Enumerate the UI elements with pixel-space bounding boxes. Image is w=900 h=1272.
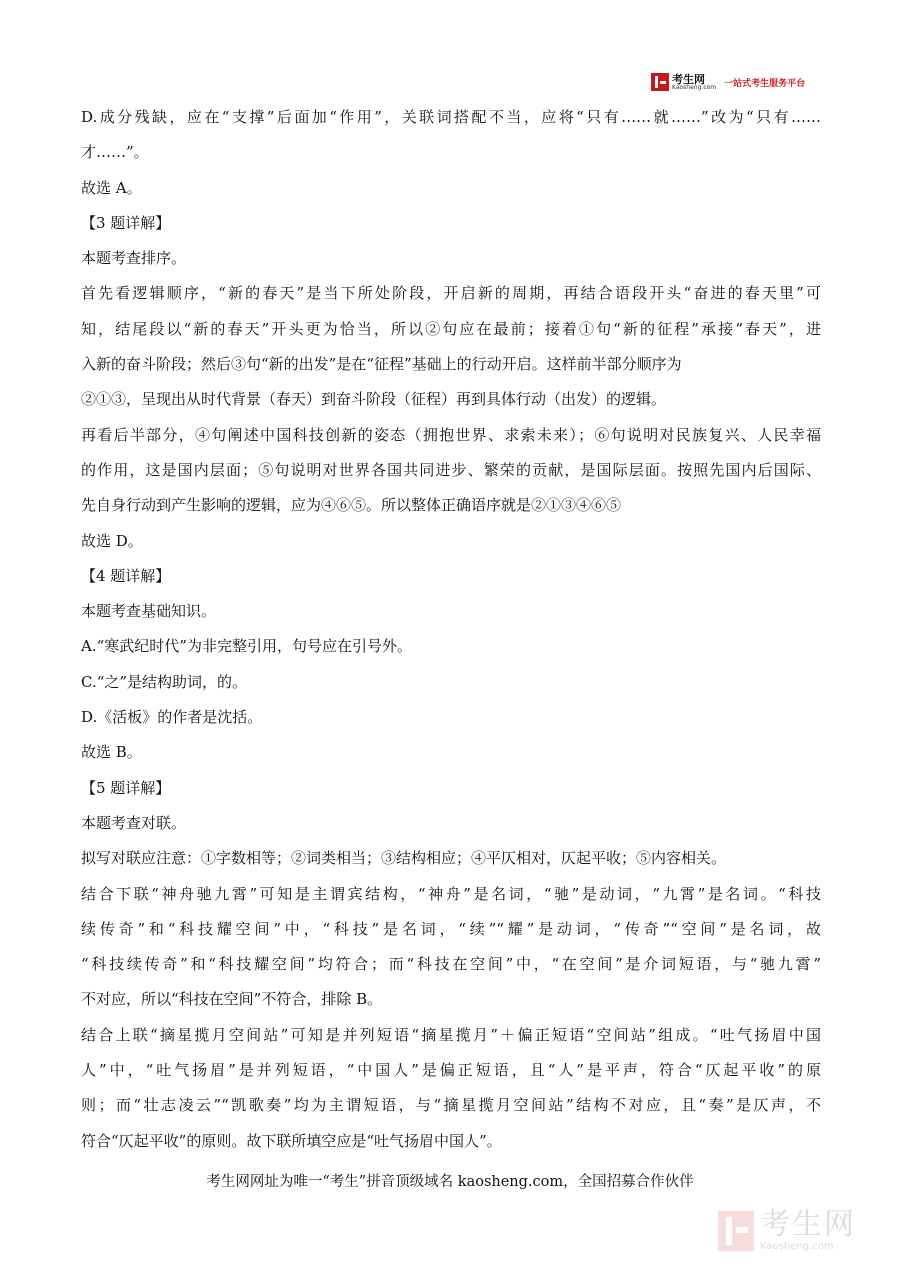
text-line: 先自身行动到产生影响的逻辑，应为④⑥⑤。所以整体正确语序就是②①③④⑥⑤ xyxy=(81,496,622,515)
text-line: 首先看逻辑顺序，“新的春天”是当下所处阶段，开启新的周期，再结合语段开头“奋进的春天里”可 xyxy=(81,284,821,303)
text-line: 不对应，所以“科技在空间”不符合，排除 B。 xyxy=(81,990,383,1009)
header-logo xyxy=(651,71,805,93)
text-line: D.《活板》的作者是沈括。 xyxy=(81,708,263,727)
text-line: 结合上联“摘星揽月空间站”可知是并列短语“摘星揽月”＋偏正短语“空间站”组成。“吐气扬眉中国 xyxy=(81,1025,821,1044)
kaosheng-logo-icon xyxy=(651,73,669,91)
watermark-domain: Kaosheng.com xyxy=(760,1241,834,1252)
watermark-text xyxy=(760,1207,856,1252)
text-line: 符合“仄起平收”的原则。故下联所填空应是“吐气扬眉中国人”。 xyxy=(81,1131,502,1150)
text-line: 的作用，这是国内层面；⑤句说明对世界各国共同进步、繁荣的贡献，是国际层面。按照先国内后国际、 xyxy=(81,460,821,479)
text-line: 故选 B。 xyxy=(81,743,142,762)
watermark xyxy=(718,1205,888,1257)
watermark-name: 考生网 xyxy=(760,1207,856,1242)
text-line: 结合下联“神舟驰九霄”可知是主谓宾结构，“神舟”是名词，“驰”是动词，“九霄”是名词。“科技 xyxy=(81,884,821,903)
text-line: 故选 D。 xyxy=(81,531,143,550)
text-line: 知，结尾段以“新的春天”开头更为恰当，所以②句应在最前；接着①句“新的征程”承接“春天”，进 xyxy=(81,319,821,338)
text-line: 再看后半部分，④句阐述中国科技创新的姿态（拥抱世界、求索未来）；⑥句说明对民族复兴、人民幸福 xyxy=(81,425,821,444)
text-line: ②①③，呈现出从时代背景（春天）到奋斗阶段（征程）再到具体行动（出发）的逻辑。 xyxy=(81,390,667,409)
text-line: C.“之”是结构助词，的。 xyxy=(81,672,248,691)
text-line: 故选 A。 xyxy=(81,178,142,197)
logo-domain: Kaosheng.com xyxy=(672,83,717,91)
logo-slogan: 一站式考生服务平台 xyxy=(724,78,806,89)
page-footer: 考生网网址为唯一“考生”拼音顶级域名 kaosheng.com，全国招募合作伙伴 xyxy=(206,1174,694,1190)
text-line: A.“寒武纪时代”为非完整引用，句号应在引号外。 xyxy=(81,637,412,656)
document-body xyxy=(81,100,821,1159)
logo-text xyxy=(672,74,716,91)
logo-name: 考生网 xyxy=(672,72,705,86)
text-line: 人”中，“吐气扬眉”是并列短语，“中国人”是偏正短语，且“人”是平声，符合“仄起平收”的原 xyxy=(81,1061,821,1080)
text-line: 【5 题详解】 xyxy=(81,778,171,797)
text-line: D.成分残缺，应在“支撑”后面加“作用”，关联词搭配不当，应将“只有……就……”改为“只有…… xyxy=(81,108,821,126)
text-line: 本题考查排序。 xyxy=(81,249,187,268)
text-line: 则；而“壮志凌云”“凯歌奏”均为主谓短语，与“摘星揽月空间站”结构不对应，且“奏”是仄声，不 xyxy=(81,1096,821,1115)
text-line: 【3 题详解】 xyxy=(81,213,171,232)
watermark-logo-icon xyxy=(718,1211,754,1251)
text-line: 才……”。 xyxy=(81,143,149,162)
text-line: 本题考查基础知识。 xyxy=(81,602,217,621)
text-line: “科技续传奇”和“科技耀空间”均符合；而“科技在空间”中，“在空间”是介词短语，与“驰九霄” xyxy=(81,955,821,974)
text-line: 入新的奋斗阶段；然后③句“新的出发”是在“征程”基础上的行动开启。这样前半部分顺序为 xyxy=(81,355,682,374)
text-line: 续传奇”和“科技耀空间”中，“科技”是名词，“续”“耀”是动词，“传奇”“空间”是名词，故 xyxy=(81,919,821,938)
text-line: 本题考查对联。 xyxy=(81,813,187,832)
text-line: 拟写对联应注意：①字数相等；②词类相当；③结构相应；④平仄相对，仄起平收；⑤内容相关。 xyxy=(81,849,727,868)
text-line: 【4 题详解】 xyxy=(81,566,171,585)
